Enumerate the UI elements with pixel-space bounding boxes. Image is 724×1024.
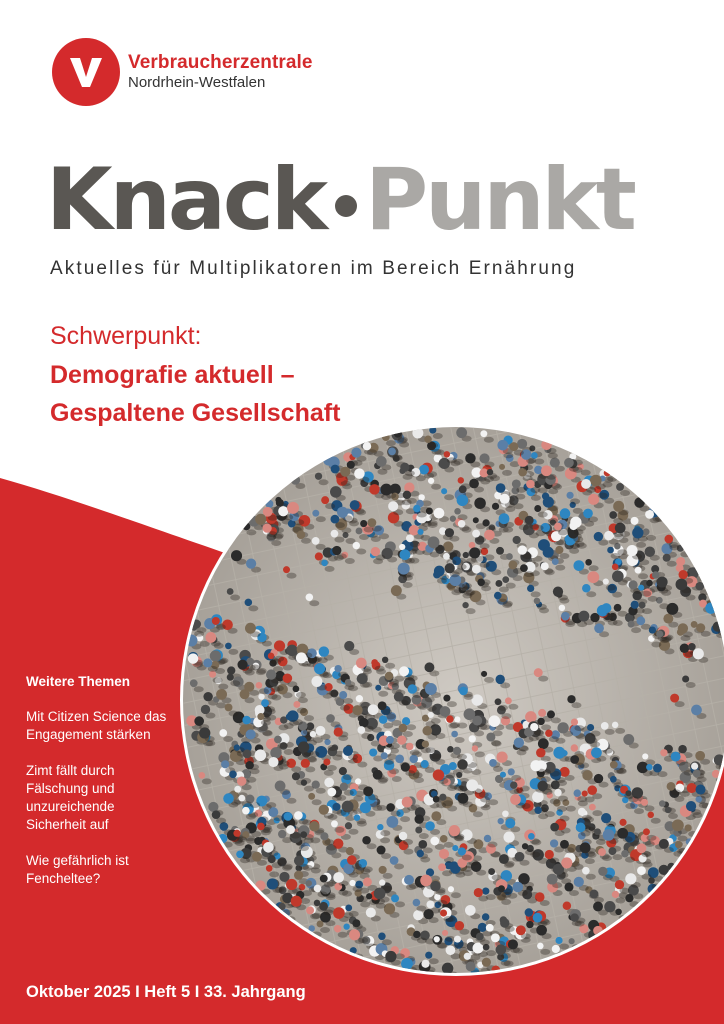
v-logo-icon [52, 38, 120, 106]
tagline: Aktuelles für Multiplikatoren im Bereich Ernährung [50, 258, 577, 279]
magazine-title [46, 150, 634, 250]
title-word-knack: Knack [46, 150, 326, 250]
brand-region: Nordrhein-Westfalen [128, 74, 266, 91]
focus-section [50, 320, 370, 432]
more-topics [26, 674, 176, 906]
focus-label: Schwerpunkt: [50, 322, 202, 350]
topic-item[interactable]: Mit Citizen Science das Engagement stärken [26, 709, 167, 742]
brand-text [128, 52, 313, 92]
brand-logo[interactable] [52, 38, 313, 106]
title-word-punkt: Punkt [365, 150, 634, 250]
topic-item[interactable]: Wie gefährlich ist Fencheltee? [26, 853, 129, 886]
title-dot-icon [335, 195, 357, 217]
topic-item[interactable]: Zimt fällt durch Fälschung und unzureichende Sicherheit auf [26, 763, 115, 832]
topics-heading: Weitere Themen [26, 674, 131, 689]
brand-name: Verbraucherzentrale [128, 52, 313, 73]
issue-info: Oktober 2025 I Heft 5 I 33. Jahrgang [26, 983, 306, 1001]
focus-title[interactable]: Demografie aktuell – Gespaltene Gesellschaft [50, 361, 341, 427]
